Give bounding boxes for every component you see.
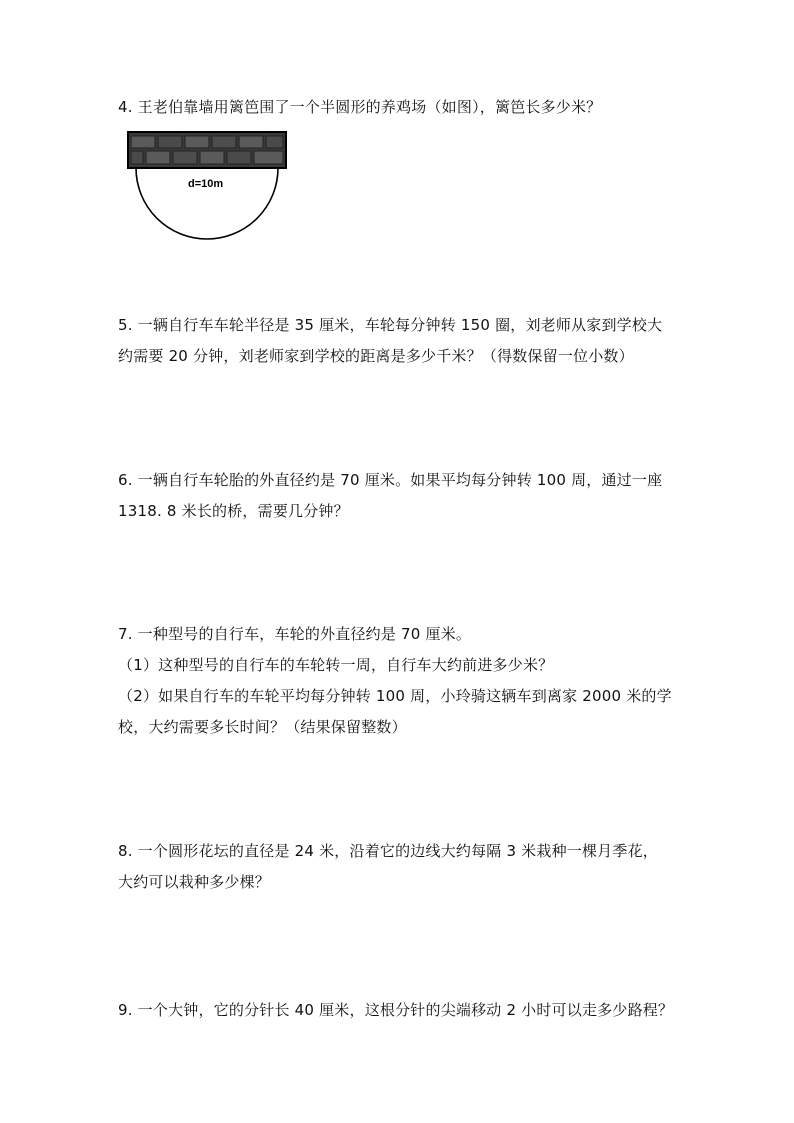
question-5-line-1: 5. 一辆自行车车轮半径是 35 厘米，车轮每分钟转 150 圈，刘老师从家到学校大 [118,316,663,334]
question-7-line-3: （2）如果自行车的车轮平均每分钟转 100 周，小玲骑这辆车到离家 2000 米的学 [118,687,672,705]
question-5-line-2: 约需要 20 分钟，刘老师家到学校的距离是多少千米？（得数保留一位小数） [118,347,634,365]
brick-wall [128,132,286,168]
question-9-text: 9. 一个大钟，它的分针长 40 厘米，这根分针的尖端移动 2 小时可以走多少路程？ [118,1001,674,1019]
semicircle-wall-diagram [126,130,288,242]
question-8-line-1: 8. 一个圆形花坛的直径是 24 米，沿着它的边线大约每隔 3 米栽种一棵月季花， [118,842,658,860]
question-6-line-2: 1318. 8 米长的桥，需要几分钟？ [118,502,349,520]
semicircle-wall-figure [126,130,288,242]
question-7-line-1: 7. 一种型号的自行车，车轮的外直径约是 70 厘米。 [118,625,472,643]
question-7-line-2: （1）这种型号的自行车的车轮转一周，自行车大约前进多少米？ [118,656,554,674]
question-7-line-4: 校，大约需要多长时间？（结果保留整数） [118,718,407,736]
question-4-text: 4. 王老伯靠墙用篱笆围了一个半圆形的养鸡场（如图），篱笆长多少米？ [118,98,602,116]
question-6-line-1: 6. 一辆自行车轮胎的外直径约是 70 厘米。如果平均每分钟转 100 周，通过一座 [118,471,663,489]
question-8-line-2: 大约可以栽种多少棵？ [118,873,271,891]
diameter-label: d=10m [188,178,224,190]
